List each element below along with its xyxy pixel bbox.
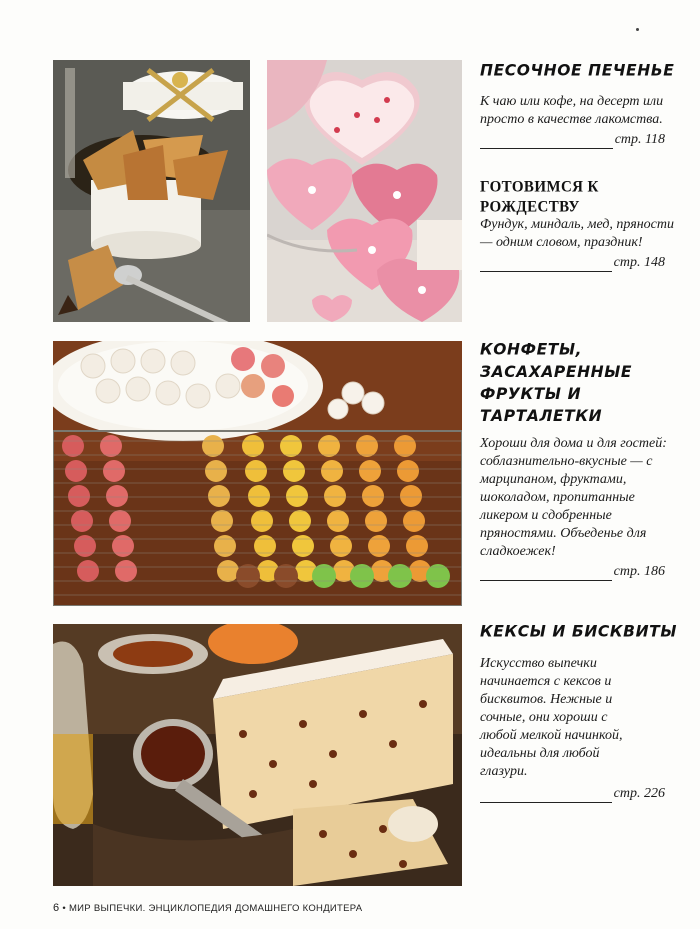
page-reference-text: стр. 118 [614,132,665,147]
heading-line: ТАРТАЛЕТКИ [480,406,603,426]
section-heading: КЕКСЫ И БИСКВИТЫ [480,622,677,641]
page-reference[interactable] [480,254,665,272]
section-candies [480,339,680,581]
leader-line [480,567,612,581]
section-heading: ГОТОВИМСЯ К РОЖДЕСТВУ [480,179,599,216]
leader-line [480,258,612,272]
shortbread-photo [53,60,250,322]
page-reference-text: стр. 148 [613,255,665,270]
page-footer [53,902,362,914]
section-description: Хороши для дома и для гостей: соблазнительно-вкусные — с марципаном, фруктами, шоколадом, пропитанные ликером и сдобренные пряностями. Объеденье для сладкоежек! [480,436,667,559]
fruitcake-photo [53,624,462,886]
section-description: Искусство выпечки начинается с кексов и бисквитов. Нежные и сочные, они хороши с любой мелкой начинкой, идеальны для любой глазури. [480,656,623,779]
print-mark [636,28,639,31]
footer-text: МИР ВЫПЕЧКИ. ЭНЦИКЛОПЕДИЯ ДОМАШНЕГО КОНДИТЕРА [68,903,363,914]
heading-line: ФРУКТЫ И [480,384,582,404]
section-cakes [480,621,680,803]
page-reference-text: стр. 226 [613,786,665,801]
heading-line: ЗАСАХАРЕННЫЕ [480,362,633,381]
leader-line [480,789,612,803]
heading-line: КОНФЕТЫ, [480,340,583,359]
page-reference-text: стр. 186 [613,564,665,579]
candies-photo [53,341,462,606]
page-reference[interactable] [480,131,665,149]
christmas-cookies-photo [267,60,462,322]
section-heading: ПЕСОЧНОЕ ПЕЧЕНЬЕ [480,61,675,80]
page-number: 6 [53,902,60,914]
section-christmas [480,178,680,272]
page-reference[interactable] [480,563,665,581]
section-description: Фундук, миндаль, мед, пряности — одним словом, праздник! [480,217,674,250]
section-description: К чаю или кофе, на десерт или просто в качестве лакомства. [480,94,664,127]
footer-bullet: • [62,903,67,914]
page-reference[interactable] [480,785,665,803]
section-shortbread [480,60,680,149]
section-heading [480,339,680,427]
leader-line [480,135,613,149]
